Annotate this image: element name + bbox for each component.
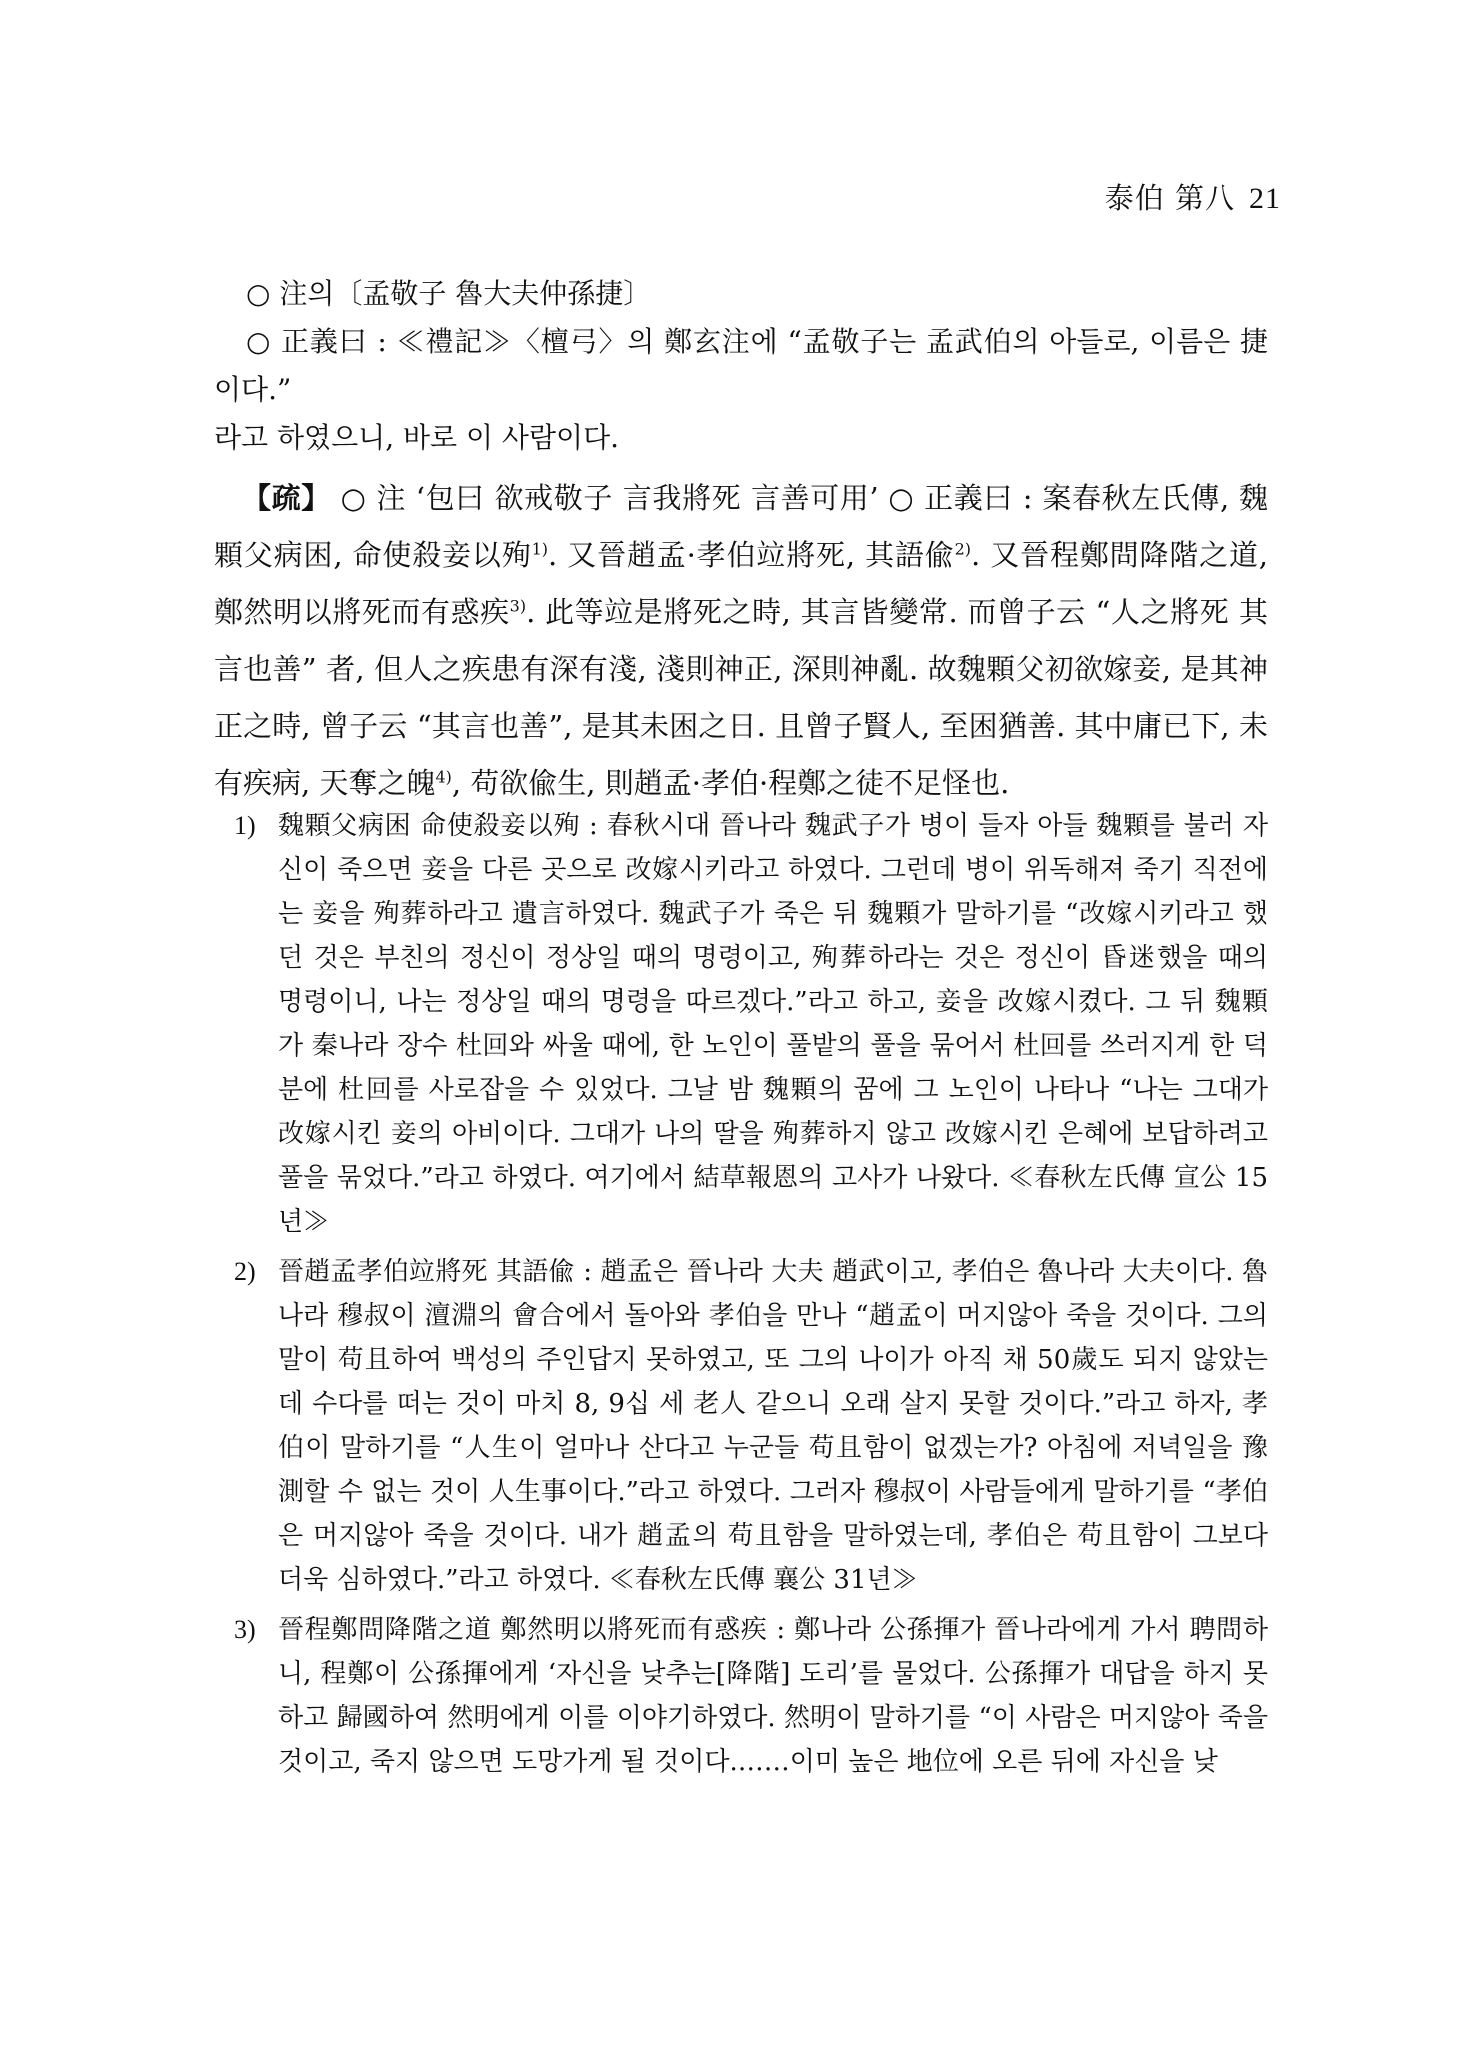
commentary-text [214,470,1268,812]
annotation-line-2-first: ○ 正義曰 : ≪禮記≫〈檀弓〉의 鄭玄注에 “孟敬子는 孟武伯의 아들로, 이름은 捷이다.” [214,325,1268,406]
footnote-ref-1[interactable]: 1) [531,539,549,559]
annotation-section [214,270,1268,462]
footnote-number: 1) [234,811,256,840]
annotation-line-2-rest: 라고 하였으니, 바로 이 사람이다. [214,421,620,454]
footnote-item [234,1250,1268,1602]
footnote-text: 魏顆父病困 命使殺妾以殉 : 春秋시대 晉나라 魏武子가 병이 들자 아들 魏顆를 불러 자신이 죽으면 妾을 다른 곳으로 改嫁시키라고 하였다. 그런데 병이 위독해져 죽기 직전에는 妾을 殉葬하라고 遺言하였다. 魏武子가 죽은 뒤 魏顆가 말하기를 “改嫁시키라고 했던 것은 부친의 정신이 정상일 때의 명령이고, 殉葬하라는 것은 정신이 昏迷했을 때의 명령이니, 나는 정상일 때의 명령을 따르겠다.”라고 하고, 妾을 改嫁시켰다. 그 뒤 魏顆가 秦나라 장수 杜回와 싸울 때에, 한 노인이 풀밭의 풀을 묶어서 杜回를 쓰러지게 한 덕분에 杜回를 사로잡을 수 있었다. 그날 밤 魏顆의 꿈에 그 노인이 나타나 “나는 그대가 改嫁시킨 妾의 아비이다. 그대가 나의 딸을 殉葬하지 않고 改嫁시킨 은혜에 보답하려고 풀을 묶었다.”라고 하였다. 여기에서 結草報恩의 고사가 나왔다. ≪春秋左氏傳 宣公 15년≫ [278,811,1268,1237]
footnote-text: 晉程鄭問降階之道 鄭然明以將死而有惑疾 : 鄭나라 公孫揮가 晉나라에게 가서 聘問하니, 程鄭이 公孫揮에게 ‘자신을 낮추는[降階] 도리’를 물었다. 公孫揮가 대답을 하지 못하고 歸國하여 然明에게 이를 이야기하였다. 然明이 말하기를 “이 사람은 머지않아 죽을 것이고, 죽지 않으면 도망가게 될 것이다.……이미 높은 地位에 오른 뒤에 자신을 낮 [278,1615,1268,1777]
footnote-number: 2) [234,1257,256,1286]
annotation-line-2 [214,318,1268,414]
footnote-item [234,1608,1268,1784]
annotation-line-1: ○ 注의〔孟敬子 魯大夫仲孫捷〕 [246,277,652,310]
commentary-segment: , 苟欲偸生, 則趙孟·孝伯·程鄭之徒不足怪也. [451,766,1010,800]
footnote-ref-4[interactable]: 4) [435,767,452,787]
commentary-segment: . 又晉程鄭問降階之道, 鄭然明以將死而有惑疾 [214,538,1269,629]
footnote-item [234,804,1268,1244]
page-number: 21 [1249,182,1281,215]
running-header [1105,176,1281,217]
header-title: 泰伯 第八 [1104,181,1235,215]
commentary-segment: . 此等竝是將死之時, 其言皆變常. 而曾子云 “人之將死 其言也善” 者, 但人之疾患有深有淺, 淺則神正, 深則神亂. 故魏顆父初欲嫁妾, 是其神正之時, 曾子云 “其言也善”, 是其未困之日. 且曾子賢人, 至困猶善. 其中庸已下, 未有疾病, 天奪之魄 [214,595,1268,800]
commentary-paragraph [214,470,1268,812]
commentary-tag: 【疏】 [242,481,331,515]
footnote-list [234,804,1268,1790]
footnote-ref-2[interactable]: 2) [954,539,972,559]
footnote-text: 晉趙孟孝伯竝將死 其語偸 : 趙孟은 晉나라 大夫 趙武이고, 孝伯은 魯나라 大夫이다. 魯나라 穆叔이 澶淵의 會合에서 돌아와 孝伯을 만나 “趙孟이 머지않아 죽을 것이다. 그의 말이 苟且하여 백성의 주인답지 못하였고, 또 그의 나이가 아직 채 50歲도 되지 않았는데 수다를 떠는 것이 마치 8, 9십 세 老人 같으니 오래 살지 못할 것이다.”라고 하자, 孝伯이 말하기를 “人生이 얼마나 산다고 누군들 苟且함이 없겠는가? 아침에 저녁일을 豫測할 수 없는 것이 人生事이다.”라고 하였다. 그러자 穆叔이 사람들에게 말하기를 “孝伯은 머지않아 죽을 것이다. 내가 趙孟의 苟且함을 말하였는데, 孝伯은 苟且함이 그보다 더욱 심하였다.”라고 하였다. ≪春秋左氏傳 襄公 31년≫ [278,1257,1268,1595]
commentary-segment: ○ 注 ‘包曰 欲戒敬子 言我將死 言善可用’ ○ 正義曰 : 案春秋左氏傳, 魏顆父病困, 命使殺妾以殉 [214,481,1268,572]
footnote-ref-3[interactable]: 3) [509,596,527,616]
footnote-number: 3) [234,1615,256,1644]
commentary-segment: . 又晉趙孟·孝伯竝將死, 其語偸 [548,538,955,572]
